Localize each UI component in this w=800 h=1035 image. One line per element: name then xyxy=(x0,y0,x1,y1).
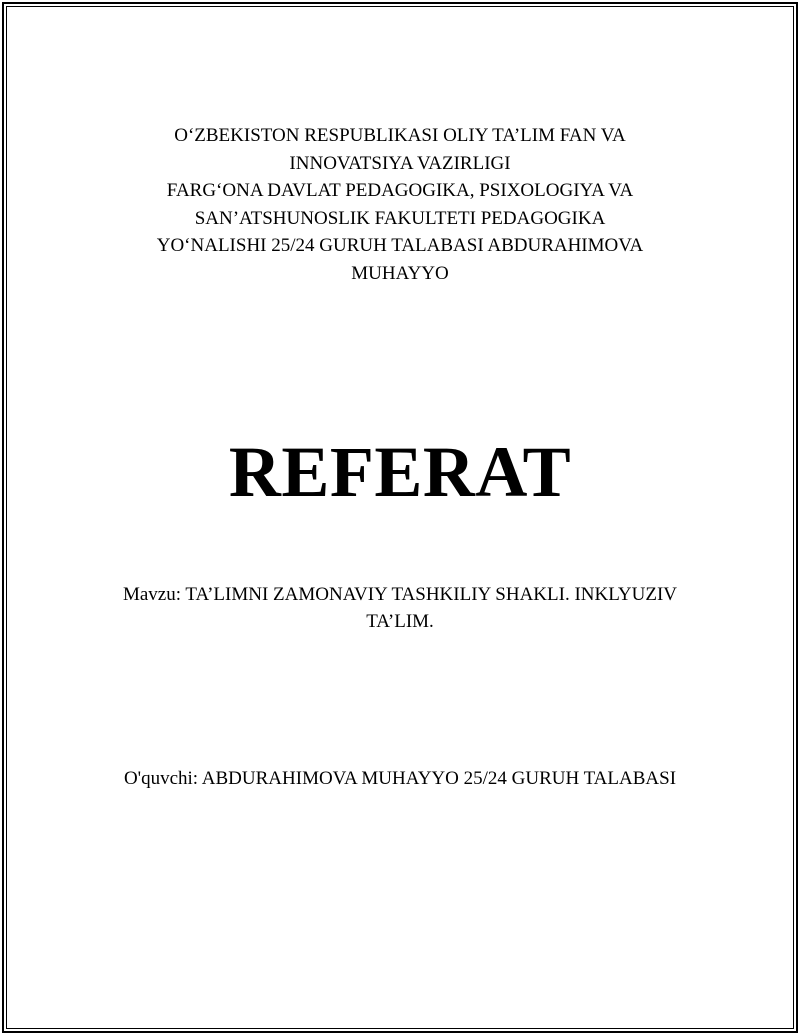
institution-header xyxy=(100,122,700,287)
topic-block xyxy=(100,581,700,635)
document-title: REFERAT xyxy=(228,432,572,512)
topic-line: TA’LIM. xyxy=(366,611,434,632)
header-line: SAN’ATSHUNOSLIK FAKULTETI PEDAGOGIKA xyxy=(194,207,606,229)
header-line: FARG‘ONA DAVLAT PEDAGOGIKA, PSIXOLOGIYA VA xyxy=(166,180,634,201)
student-line: O'quvchi: ABDURAHIMOVA MUHAYYO 25/24 GURUH TALABASI xyxy=(123,768,677,789)
topic-line: Mavzu: TA’LIMNI ZAMONAVIY TASHKILIY SHAKLI. INKLYUZIV xyxy=(122,584,678,605)
header-line: O‘ZBEKISTON RESPUBLIKASI OLIY TA’LIM FAN VA xyxy=(174,125,626,146)
header-line: MUHAYYO xyxy=(351,262,449,284)
header-line: INNOVATSIYA VAZIRLIGI xyxy=(289,152,511,174)
header-line: YO‘NALISHI 25/24 GURUH TALABASI ABDURAHIMOVA xyxy=(156,235,644,256)
